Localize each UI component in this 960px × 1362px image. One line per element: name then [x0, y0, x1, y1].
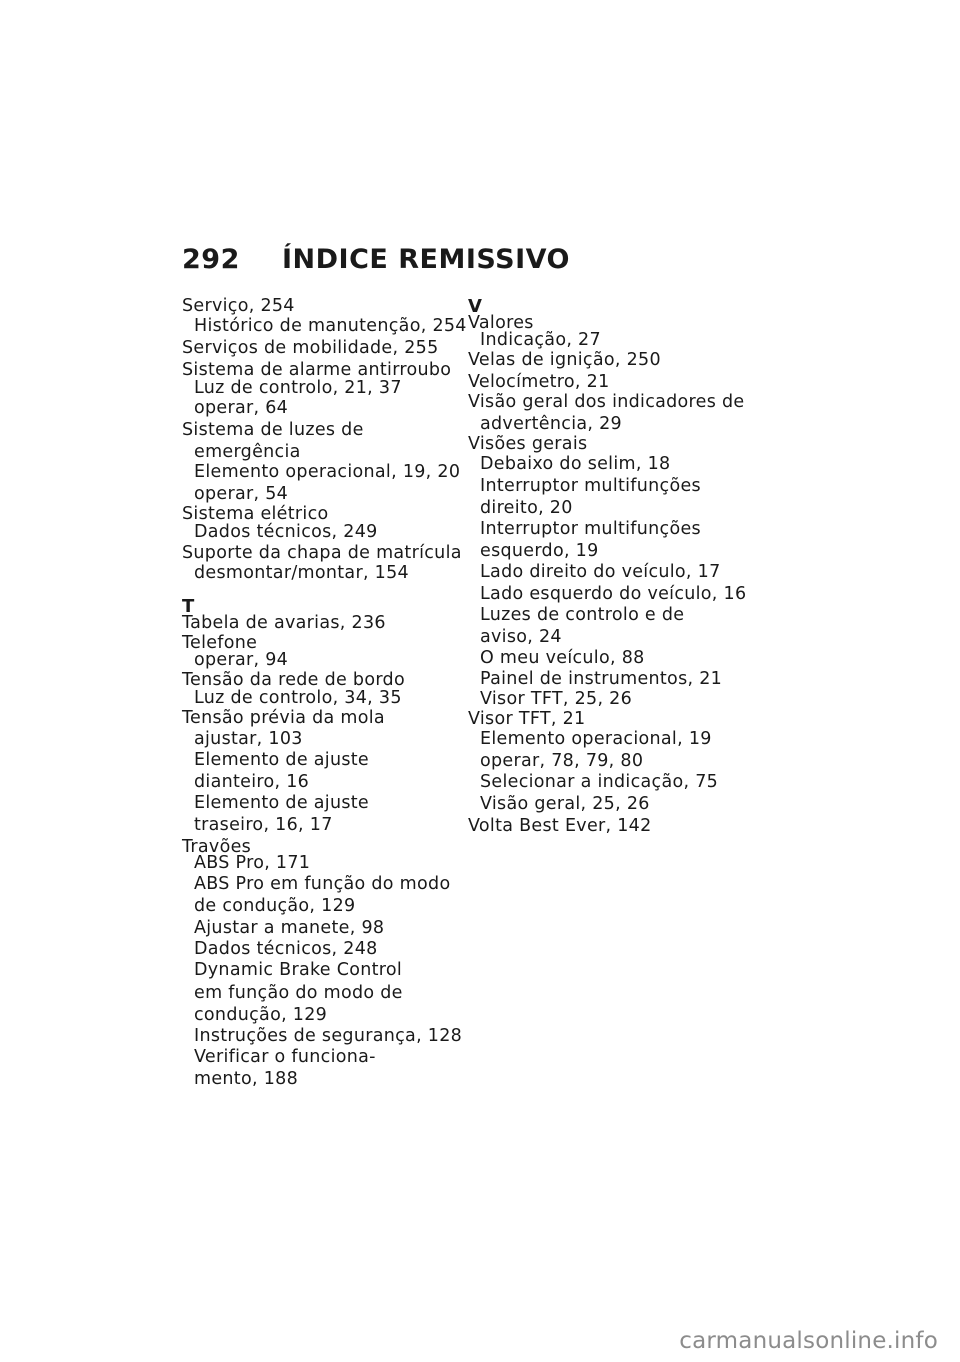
index-subentry: Interruptor multifunções: [480, 519, 701, 539]
index-subentry: Elemento operacional, 19, 20: [194, 462, 461, 482]
index-subentry: ABS Pro, 171: [194, 853, 311, 873]
index-entry: Travões: [182, 837, 252, 857]
index-subentry: operar, 54: [194, 484, 289, 504]
index-letter-heading: V: [468, 296, 483, 317]
index-subentry: Debaixo do selim, 18: [480, 454, 671, 474]
index-entry: Tabela de avarias, 236: [182, 613, 386, 633]
index-entry: Visões gerais: [468, 434, 588, 454]
index-entry: Serviços de mobilidade, 255: [182, 338, 439, 358]
index-subentry: operar, 94: [194, 650, 289, 670]
index-entry: Visão geral dos indicadores de: [468, 392, 745, 412]
index-subentry: Luz de controlo, 34, 35: [194, 688, 402, 708]
index-entry: Velocímetro, 21: [468, 372, 610, 392]
index-entry: Sistema elétrico: [182, 504, 329, 524]
index-entry: Sistema de luzes de: [182, 420, 364, 440]
index-entry: Volta Best Ever, 142: [468, 816, 652, 836]
index-subentry: Dynamic Brake Control: [194, 960, 403, 980]
index-subentry: Lado direito do veículo, 17: [480, 562, 721, 582]
index-subentry: de condução, 129: [194, 896, 356, 916]
index-subentry: esquerdo, 19: [480, 541, 599, 561]
index-subentry: emergência: [194, 442, 301, 462]
watermark-text: carmanualsonline.info: [679, 1328, 938, 1354]
index-subentry: Histórico de manutenção, 254: [194, 316, 467, 336]
page-number: 292: [182, 244, 240, 275]
index-subentry: Dados técnicos, 248: [194, 939, 378, 959]
index-subentry: Instruções de segurança, 128: [194, 1026, 463, 1046]
index-subentry: operar, 78, 79, 80: [480, 751, 644, 771]
index-subentry: Interruptor multifunções: [480, 476, 701, 496]
index-entry: Suporte da chapa de matrícula: [182, 543, 462, 563]
index-subentry: Painel de instrumentos, 21: [480, 669, 723, 689]
index-subentry: Selecionar a indicação, 75: [480, 772, 719, 792]
index-subentry: Luz de controlo, 21, 37: [194, 378, 402, 398]
index-entry: Tensão da rede de bordo: [182, 670, 405, 690]
index-subentry: Visor TFT, 25, 26: [480, 689, 633, 709]
index-subentry: operar, 64: [194, 398, 289, 418]
index-subentry: ajustar, 103: [194, 729, 303, 749]
index-subentry: aviso, 24: [480, 627, 562, 647]
index-subentry: direito, 20: [480, 498, 573, 518]
index-subentry: Indicação, 27: [480, 330, 601, 350]
index-subentry: dianteiro, 16: [194, 772, 310, 792]
index-entry: Tensão prévia da mola: [182, 708, 385, 728]
index-subentry: O meu veículo, 88: [480, 648, 645, 668]
index-subentry: ABS Pro em função do modo: [194, 874, 451, 894]
index-subentry: Ajustar a manete, 98: [194, 918, 385, 938]
page-title: ÍNDICE REMISSIVO: [282, 244, 571, 275]
index-entry: Velas de ignição, 250: [468, 350, 661, 370]
index-subentry: traseiro, 16, 17: [194, 815, 333, 835]
index-subentry: Verificar o funciona-: [194, 1047, 376, 1067]
index-subentry: desmontar/montar, 154: [194, 563, 409, 583]
index-subentry: advertência, 29: [480, 414, 622, 434]
index-letter-heading: T: [182, 596, 195, 617]
index-subentry: Luzes de controlo e de: [480, 605, 685, 625]
index-subentry: Elemento operacional, 19: [480, 729, 712, 749]
index-subentry: Elemento de ajuste: [194, 793, 369, 813]
index-entry: Visor TFT, 21: [468, 709, 586, 729]
index-subentry: Lado esquerdo do veículo, 16: [480, 584, 747, 604]
footer-bar: [0, 1325, 960, 1362]
index-subentry: em função do modo de: [194, 983, 403, 1003]
index-entry: Sistema de alarme antirroubo: [182, 360, 452, 380]
index-entry: Serviço, 254: [182, 296, 295, 316]
index-subentry: Visão geral, 25, 26: [480, 794, 650, 814]
index-entry: Valores: [468, 313, 534, 333]
index-subentry: condução, 129: [194, 1005, 328, 1025]
index-subentry: Elemento de ajuste: [194, 750, 369, 770]
index-subentry: mento, 188: [194, 1069, 299, 1089]
index-subentry: Dados técnicos, 249: [194, 522, 378, 542]
index-entry: Telefone: [182, 633, 258, 653]
